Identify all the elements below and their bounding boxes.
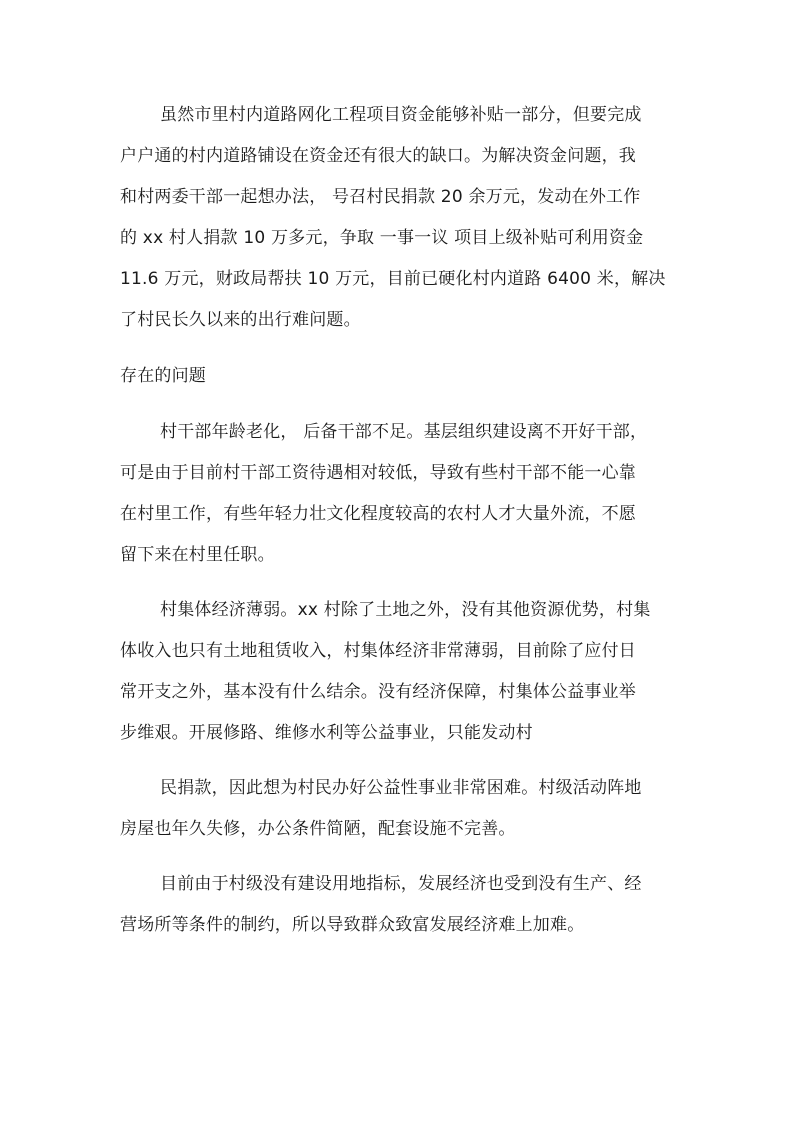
text-line: 留下来在村里任职。 <box>120 545 275 565</box>
text-line: 户户通的村内道路铺设在资金还有很大的缺口。为解决资金问题，我 <box>120 146 636 166</box>
text-line: 营场所等条件的制约，所以导致群众致富发展经济难上加难。 <box>120 915 585 935</box>
text-line: 常开支之外，基本没有什么结余。没有经济保障，村集体公益事业举 <box>120 682 636 702</box>
text-line: 虽然市里村内道路网化工程项目资金能够补贴一部分，但要完成 <box>160 105 642 125</box>
text-line: 可是由于目前村干部工资待遇相对较低，导致有些村干部不能一心靠 <box>120 463 636 483</box>
text-line: 民捐款，因此想为村民办好公益性事业非常困难。村级活动阵地 <box>160 778 642 798</box>
text-line: 11.6 万元，财政局帮扶 10 万元，目前已硬化村内道路 6400 米，解决 <box>120 269 666 289</box>
text-line: 目前由于村级没有建设用地指标，发展经济也受到没有生产、经 <box>160 874 642 894</box>
text-line: 村集体经济薄弱。xx 村除了土地之外，没有其他资源优势，村集 <box>160 600 651 620</box>
text-line: 体收入也只有土地租赁收入，村集体经济非常薄弱，目前除了应付日 <box>120 641 636 661</box>
text-line: 和村两委干部一起想办法， 号召村民捐款 20 余万元，发动在外工作 <box>120 187 641 207</box>
text-line: 的 xx 村人捐款 10 万多元，争取 一事一议 项目上级补贴可利用资金 <box>120 228 644 248</box>
text-line: 房屋也年久失修，办公条件简陋，配套设施不完善。 <box>120 819 516 839</box>
text-line: 在村里工作，有些年轻力壮文化程度较高的农村人才大量外流，不愿 <box>120 504 636 524</box>
text-line: 步维艰。开展修路、维修水利等公益事业，只能发动村 <box>120 723 533 743</box>
text-line: 了村民长久以来的出行难问题。 <box>120 310 361 330</box>
section-heading: 存在的问题 <box>120 366 206 386</box>
text-line: 村干部年龄老化， 后备干部不足。基层组织建设离不开好干部， <box>160 422 648 442</box>
